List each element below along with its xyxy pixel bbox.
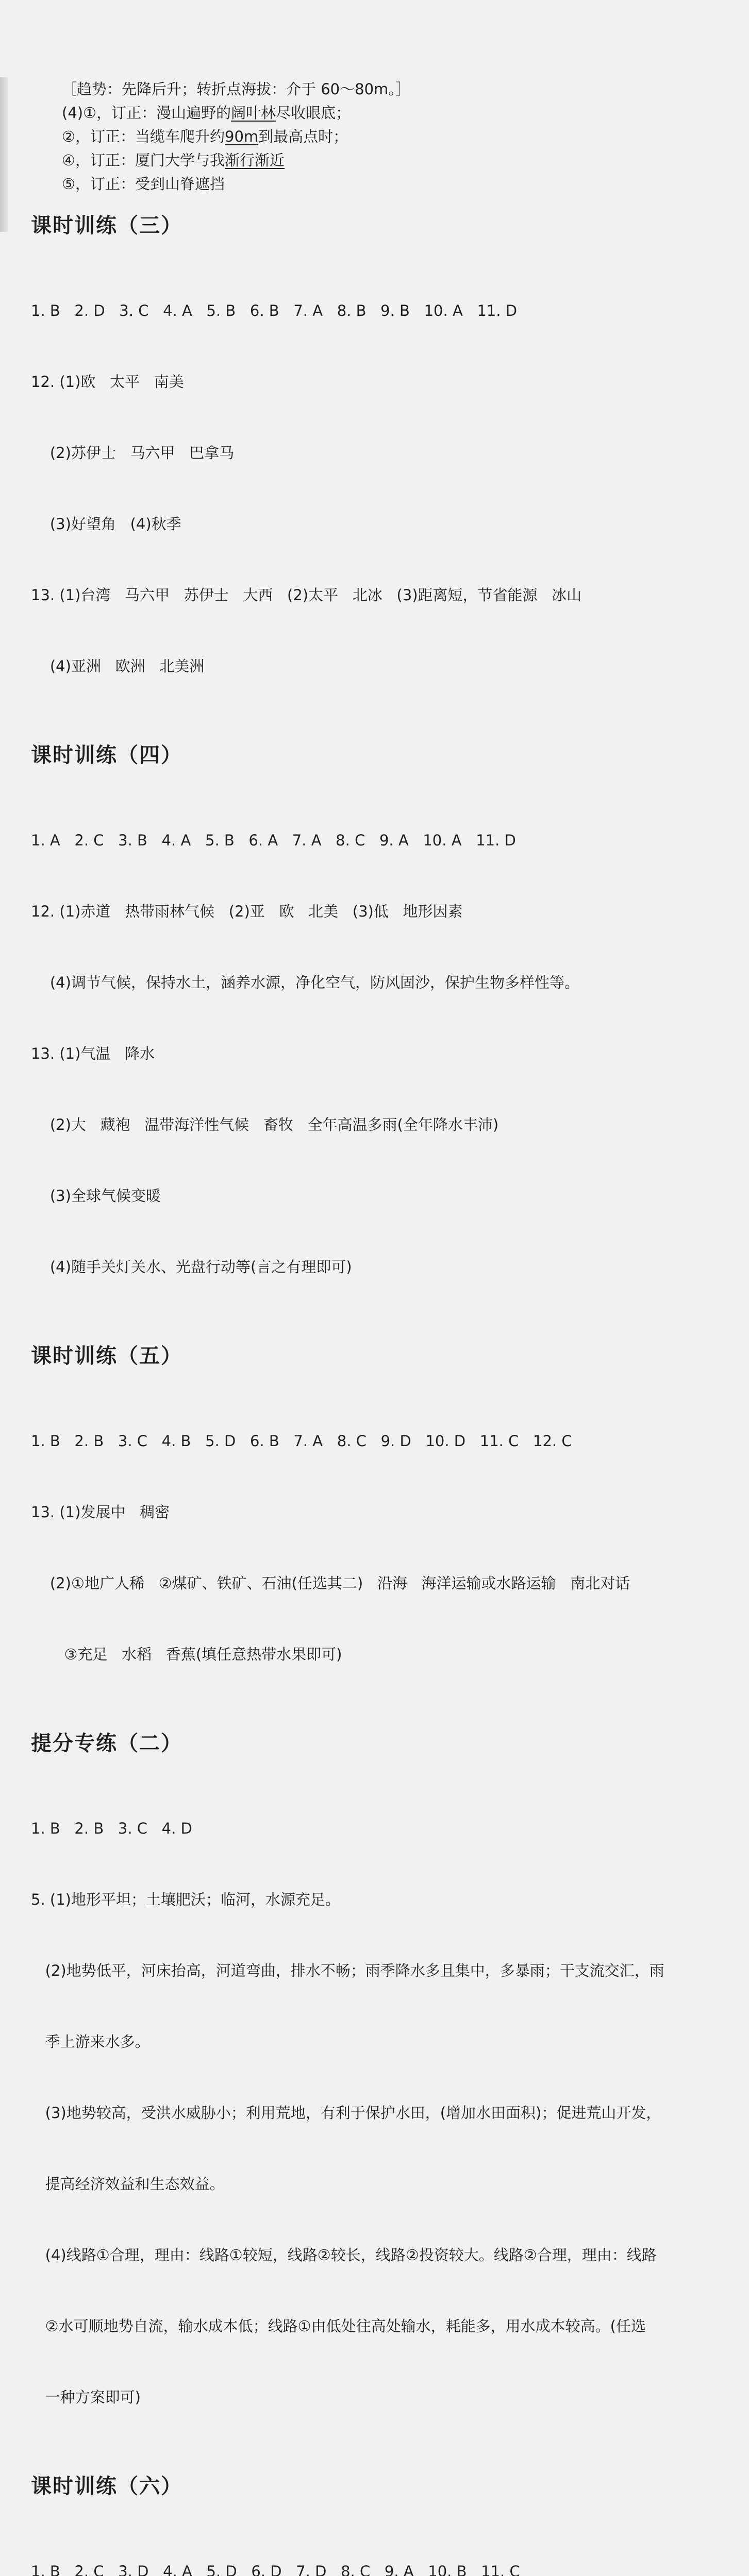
answer-line: 1. B 2. C 3. D 4. A 5. D 6. D 7. D 8. C 9. A 10. B 11. C xyxy=(31,2563,520,2576)
page-edge-shadow xyxy=(0,77,8,232)
intro-block xyxy=(31,77,722,196)
answer-line: (4)随手关灯关水、光盘行动等(言之有理即可) xyxy=(31,1258,352,1276)
answer-line: (4)线路①合理，理由：线路①较短，线路②较长，线路②投资较大。线路②合理，理由：线路 xyxy=(31,2246,657,2264)
answer-line: (2)①地广人稀 ②煤矿、铁矿、石油(任选其二) 沿海 海洋运输或水路运输 南北对话 xyxy=(31,1574,630,1592)
answer-lines xyxy=(31,1382,722,1714)
intro-line-5: ⑤，订正：受到山脊遮挡 xyxy=(62,175,225,193)
intro-line-2-text: (4)①，订正：漫山遍野的 xyxy=(62,104,231,122)
answer-line: (3)好望角 (4)秋季 xyxy=(31,515,181,533)
answer-line: 1. B 2. B 3. C 4. B 5. D 6. B 7. A 8. C 9. D 10. D 11. C 12. C xyxy=(31,1432,572,1450)
answer-line: 12. (1)赤道 热带雨林气候 (2)亚 欧 北美 (3)低 地形因素 xyxy=(31,903,463,920)
answer-line: 1. B 2. B 3. C 4. D xyxy=(31,1820,192,1837)
answer-line: (2)大 藏袍 温带海洋性气候 畜牧 全年高温多雨(全年降水丰沛) xyxy=(31,1116,499,1133)
answer-line: 5. (1)地形平坦；土壤肥沃；临河，水源充足。 xyxy=(31,1891,340,1908)
section-heading: 课时训练（四） xyxy=(31,743,182,767)
intro-line-3-underlined: 90m xyxy=(225,128,259,145)
answer-line: 13. (1)台湾 马六甲 苏伊士 大西 (2)太平 北冰 (3)距离短，节省能源 冰山 xyxy=(31,586,582,604)
answer-line: 一种方案即可) xyxy=(31,2388,141,2406)
intro-line-2-underlined: 阔叶林 xyxy=(231,104,276,122)
intro-line-2 xyxy=(31,101,722,125)
answer-line: (2)苏伊士 马六甲 巴拿马 xyxy=(31,444,235,462)
answer-line: 1. B 2. D 3. C 4. A 5. B 6. B 7. A 8. B 9. B 10. A 11. D xyxy=(31,302,518,319)
answer-line: 提高经济效益和生态效益。 xyxy=(31,2175,225,2193)
section-lesson-4 xyxy=(31,741,722,1326)
intro-line-2-tail: 尽收眼底； xyxy=(276,104,351,122)
answer-line: 12. (1)欧 太平 南美 xyxy=(31,373,184,391)
answer-line: ③充足 水稻 香蕉(填任意热带水果即可) xyxy=(31,1646,342,1663)
answer-line: (3)全球气候变暖 xyxy=(31,1187,161,1205)
intro-line-4-underlined: 渐行渐近 xyxy=(225,151,285,169)
section-heading: 提分专练（二） xyxy=(31,1732,182,1755)
intro-line-3-tail: 到最高点时； xyxy=(258,128,348,145)
answer-line: 13. (1)气温 降水 xyxy=(31,1045,155,1062)
section-heading: 课时训练（五） xyxy=(31,1344,182,1368)
section-heading: 课时训练（六） xyxy=(31,2475,182,2498)
answer-line: (4)亚洲 欧洲 北美洲 xyxy=(31,657,205,675)
answer-line: (4)调节气候，保持水土，涵养水源，净化空气，防风固沙，保护生物多样性等。 xyxy=(31,974,579,991)
section-lesson-5 xyxy=(31,1342,722,1714)
answer-line: (2)地势低平，河床抬高，河道弯曲，排水不畅；雨季降水多且集中，多暴雨；干支流交汇，雨 xyxy=(31,1962,664,1979)
intro-line-3-text: ②，订正：当缆车爬升约 xyxy=(62,128,225,145)
answer-line: 13. (1)发展中 稠密 xyxy=(31,1503,170,1521)
answer-page xyxy=(31,77,722,2576)
answer-line: ②水可顺地势自流，输水成本低；线路①由低处往高处输水，耗能多，用水成本较高。(任选 xyxy=(31,2317,646,2335)
answer-line: 季上游来水多。 xyxy=(31,2033,150,2050)
intro-line-4 xyxy=(31,148,722,172)
section-heading: 课时训练（三） xyxy=(31,214,182,238)
section-lesson-3 xyxy=(31,211,722,725)
answer-lines xyxy=(31,251,722,725)
answer-lines xyxy=(31,781,722,1326)
intro-line-3 xyxy=(31,125,722,148)
section-practice-2 xyxy=(31,1729,722,2456)
answer-line: (3)地势较高，受洪水威胁小；利用荒地，有利于保护水田，(增加水田面积)；促进荒山开发， xyxy=(31,2104,661,2122)
intro-line-4-text: ④，订正：厦门大学与我 xyxy=(62,151,225,169)
section-lesson-6 xyxy=(31,2472,722,2576)
answer-lines xyxy=(31,2512,722,2576)
intro-line-1: ［趋势：先降后升；转折点海拔：介于 60～80m。］ xyxy=(62,80,411,98)
answer-line: 1. A 2. C 3. B 4. A 5. B 6. A 7. A 8. C 9. A 10. A 11. D xyxy=(31,832,516,849)
answer-lines xyxy=(31,1769,722,2456)
